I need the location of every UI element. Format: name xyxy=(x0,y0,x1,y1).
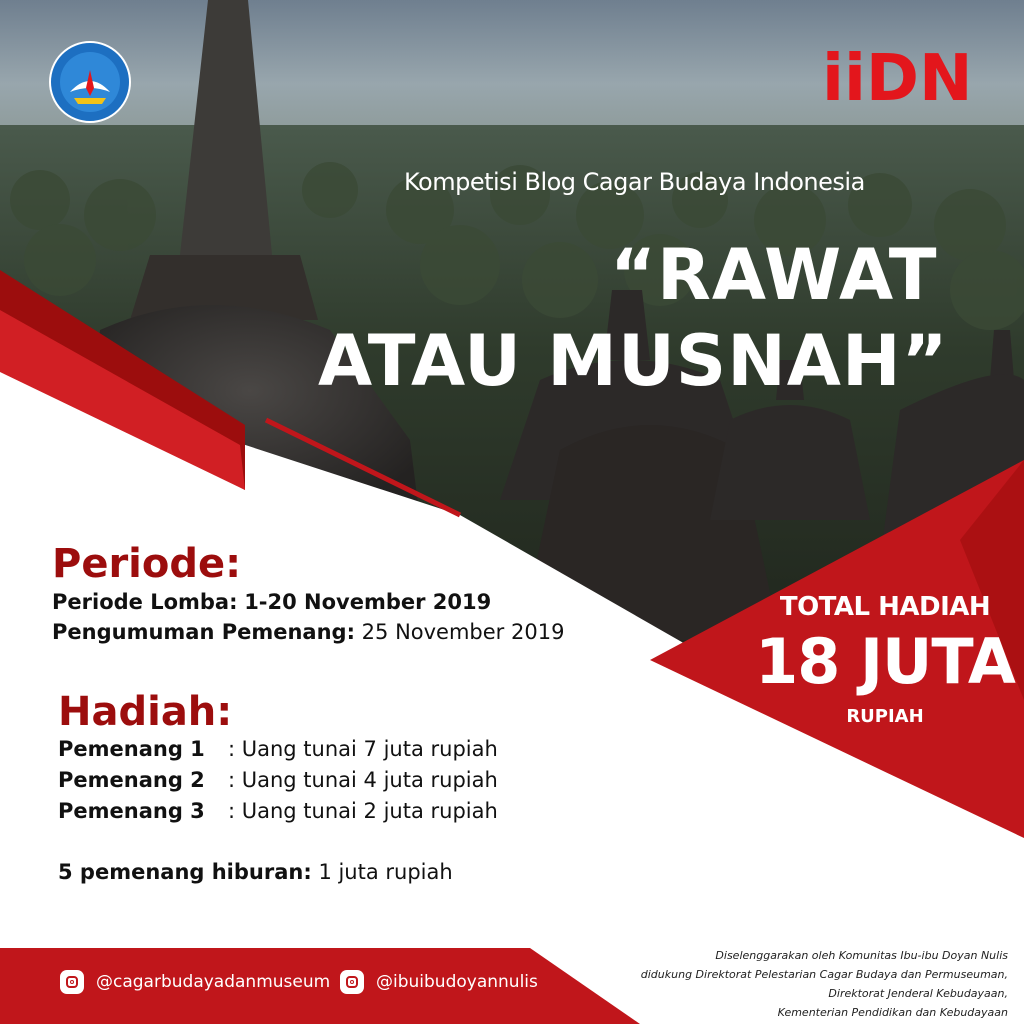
credit-line: didukung Direktorat Pelestarian Cagar Budaya dan Permuseuman, xyxy=(640,968,1008,981)
campaign-headline xyxy=(318,232,978,404)
periode-lomba-value: 1-20 November 2019 xyxy=(244,590,492,614)
credit-line: Direktorat Jenderal Kebudayaan, xyxy=(828,987,1008,1000)
credit-line: Kementerian Pendidikan dan Kebudayaan xyxy=(777,1006,1008,1019)
social-handle-cagarbudaya[interactable] xyxy=(60,970,330,994)
winner-prize: : Uang tunai 7 juta rupiah xyxy=(228,737,498,761)
winner-label: Pemenang 1 xyxy=(58,737,205,761)
winner-label: Pemenang 3 xyxy=(58,799,205,823)
total-prize-currency: RUPIAH xyxy=(846,706,924,727)
periode-lomba-label: Periode Lomba: xyxy=(52,590,238,614)
total-prize-label: TOTAL HADIAH xyxy=(779,592,991,622)
social-handle-text: @cagarbudayadanmuseum xyxy=(96,972,331,992)
competition-subtitle: Kompetisi Blog Cagar Budaya Indonesia xyxy=(404,168,865,196)
winner-prize: : Uang tunai 4 juta rupiah xyxy=(228,768,498,792)
total-prize-amount: 18 JUTA xyxy=(755,625,1015,698)
instagram-icon xyxy=(340,970,364,994)
hiburan-label: 5 pemenang hiburan: xyxy=(58,860,312,884)
pemenang-hiburan xyxy=(58,856,453,888)
social-handle-ibuibudoyannulis[interactable] xyxy=(340,970,538,994)
periode-title: Periode: xyxy=(52,541,242,587)
pengumuman-value: 25 November 2019 xyxy=(361,620,565,644)
pengumuman-pemenang xyxy=(52,616,564,648)
hiburan-value: 1 juta rupiah xyxy=(318,860,453,884)
headline-line-2: ATAU MUSNAH” xyxy=(318,320,949,402)
periode-lomba xyxy=(52,586,491,618)
iidn-logo-icon xyxy=(822,38,982,108)
hadiah-title: Hadiah: xyxy=(58,689,233,735)
social-handle-text: @ibuibudoyannulis xyxy=(376,972,538,992)
pengumuman-label: Pengumuman Pemenang: xyxy=(52,620,355,644)
tut-wuri-handayani-logo-icon xyxy=(48,40,132,124)
svg-text:iiDN: iiDN xyxy=(822,42,973,108)
winner-prize: : Uang tunai 2 juta rupiah xyxy=(228,799,498,823)
winner-label: Pemenang 2 xyxy=(58,768,205,792)
credit-line: Diselenggarakan oleh Komunitas Ibu-ibu Doyan Nulis xyxy=(715,949,1008,962)
organizer-credits xyxy=(588,946,1008,1022)
headline-line-1: “RAWAT xyxy=(610,234,938,316)
instagram-icon xyxy=(60,970,84,994)
